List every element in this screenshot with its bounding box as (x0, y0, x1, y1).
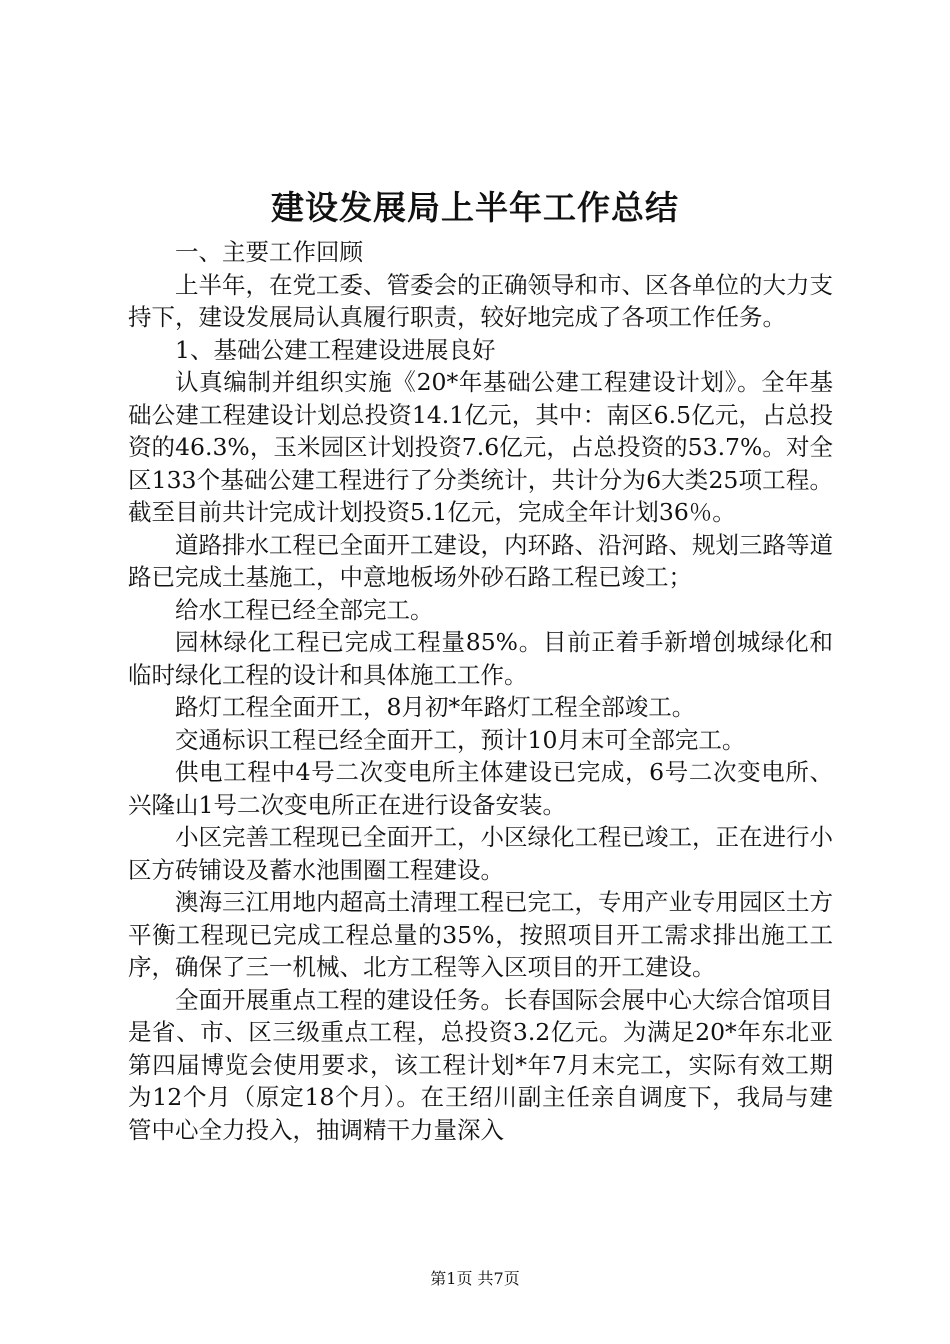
document-body (128, 236, 833, 1146)
paragraph: 认真编制并组织实施《20*年基础公建工程建设计划》。全年基础公建工程建设计划总投资14.1亿元，其中：南区6.5亿元，占总投资的46.3%，玉米园区计划投资7.6亿元，占总投资的53.7%。对全区133个基础公建工程进行了分类统计，共计分为6大类25项工程。截至目前共计完成计划投资5.1亿元，完成全年计划36％。 (128, 368, 833, 526)
paragraph: 全面开展重点工程的建设任务。长春国际会展中心大综合馆项目是省、市、区三级重点工程，总投资3.2亿元。为满足20*年东北亚第四届博览会使用要求，该工程计划*年7月末完工，实际有效工期为12个月（原定18个月）。在王绍川副主任亲自调度下，我局与建管中心全力投入，抽调精干力量深入 (128, 985, 833, 1144)
paragraph: 供电工程中4号二次变电所主体建设已完成，6号二次变电所、兴隆山1号二次变电所正在进行设备安装。 (128, 758, 833, 819)
paragraph: 澳海三江用地内超高土清理工程已完工，专用产业专用园区土方平衡工程现已完成工程总量的35%，按照项目开工需求排出施工工序，确保了三一机械、北方工程等入区项目的开工建设。 (128, 888, 833, 981)
paragraph: 道路排水工程已全面开工建设，内环路、沿河路、规划三路等道路已完成土基施工，中意地板场外砂石路工程已竣工； (128, 530, 833, 591)
paragraph: 交通标识工程已经全面开工，预计10月末可全部完工。 (175, 725, 746, 754)
paragraph: 给水工程已经全部完工。 (175, 595, 434, 624)
section-heading: 一、主要工作回顾 (175, 238, 363, 266)
paragraph: 上半年，在党工委、管委会的正确领导和市、区各单位的大力支持下，建设发展局认真履行职责，较好地完成了各项工作任务。 (128, 270, 833, 331)
page-number-footer: 第1页 共7页 (430, 1269, 520, 1288)
subsection-heading: 1、基础公建工程建设进展良好 (175, 335, 496, 364)
document-title: 建设发展局上半年工作总结 (271, 188, 679, 227)
paragraph: 园林绿化工程已完成工程量85%。目前正着手新增创城绿化和临时绿化工程的设计和具体施工工作。 (128, 628, 833, 689)
paragraph: 小区完善工程现已全面开工，小区绿化工程已竣工，正在进行小区方砖铺设及蓄水池围圈工程建设。 (128, 823, 833, 884)
paragraph: 路灯工程全面开工，8月初*年路灯工程全部竣工。 (175, 693, 696, 721)
